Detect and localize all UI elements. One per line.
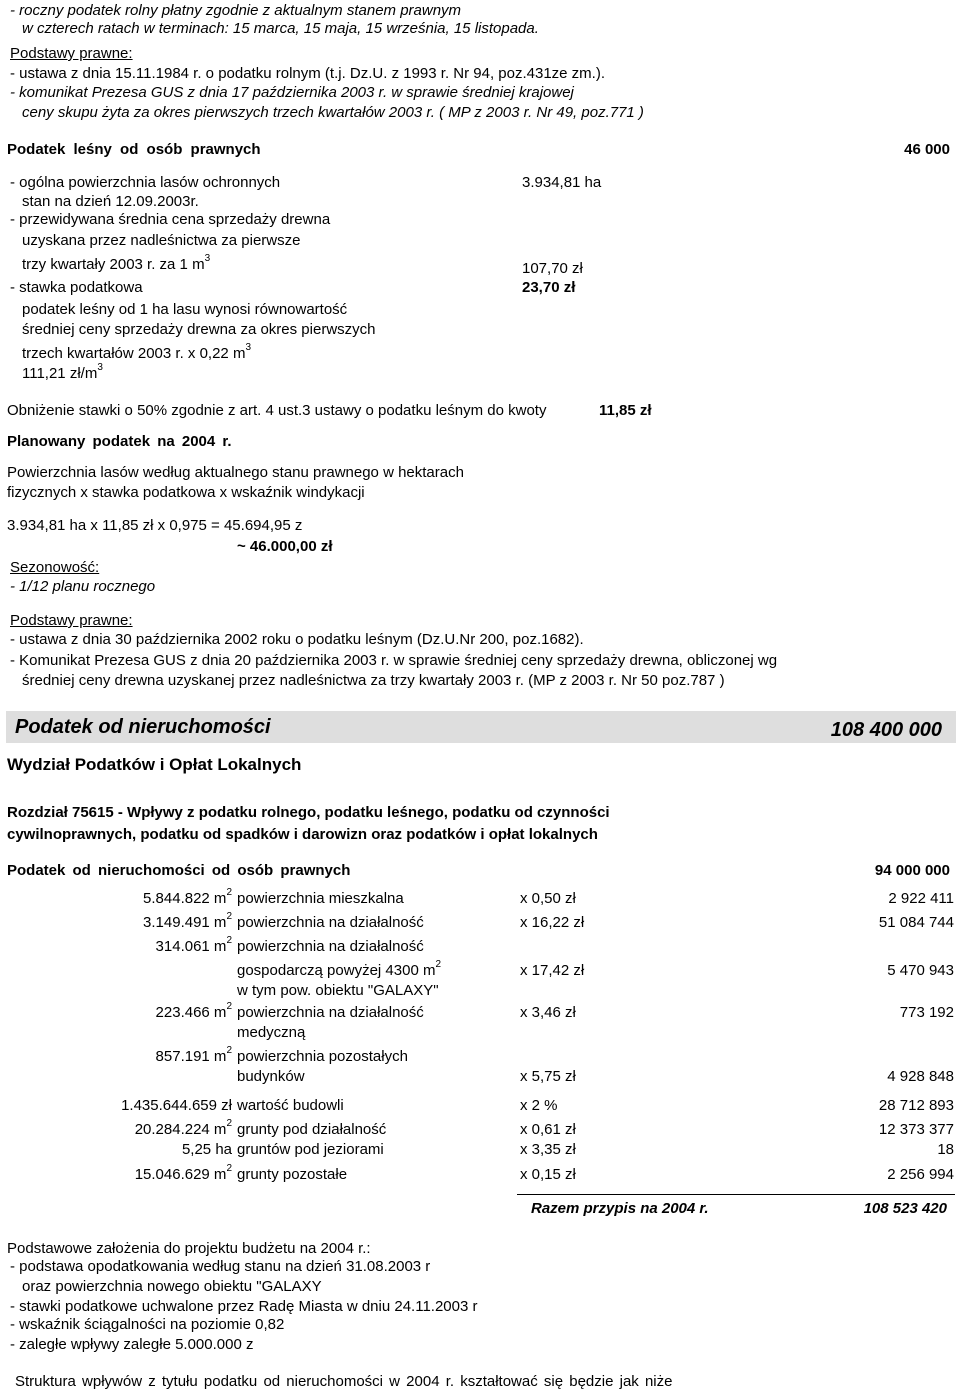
nieruch-osob-amount: 94 000 000: [874, 862, 950, 879]
lesny-podstawa-2: - Komunikat Prezesa GUS z dnia 20 października 2003 r. w sprawie średniej ceny sprzedaży drewna, obliczonej wg: [10, 652, 778, 669]
total-rule: [517, 1194, 955, 1195]
table-row-amount: 18: [937, 1141, 954, 1158]
table-row-desc: grunty pozostałe: [237, 1166, 348, 1183]
rolny-podstawa-2: - komunikat Prezesa GUS z dnia 17 października 2003 r. w sprawie średniej krajowej: [10, 84, 574, 101]
rolny-line-2: w czterech ratach w terminach: 15 marca, 15 maja, 15 września, 15 listopada.: [22, 20, 539, 37]
table-row-amount: 2 922 411: [888, 890, 954, 907]
lesny-pow-1-value: 3.934,81 ha: [522, 174, 602, 191]
lesny-amount: 46 000: [904, 141, 950, 158]
table-row-rate: x 3,46 zł: [520, 1004, 576, 1021]
nieruch-title: Podatek od nieruchomości: [15, 716, 271, 738]
nieruch-amount: 108 400 000: [830, 719, 942, 741]
table-row-amount: 5 470 943: [887, 962, 954, 979]
table-row-desc-2: gospodarczą powyżej 4300 $m^2$: [237, 959, 442, 979]
table-row-desc: powierzchnia na działalność: [237, 914, 424, 931]
table-row-desc: powierzchnia na działalność: [237, 938, 424, 955]
rolny-podstawy-heading: Podstawy prawne:: [10, 45, 133, 62]
lesny-plan: Planowany podatek na 2004 r.: [7, 433, 232, 450]
lesny-podstawa-3: średniej ceny drewna uzyskanej przez nadleśnictwa za trzy kwartały 2003 r. (MP z 2003 r. Nr 50 poz.787 ): [22, 672, 725, 689]
table-row-amount: 2 256 994: [887, 1166, 954, 1183]
table-row-amount: 51 084 744: [878, 914, 954, 931]
table-row-desc-3: w tym pow. obiektu "GALAXY": [237, 982, 439, 999]
table-row-qty: 1.435.644.659 zł: [121, 1097, 232, 1114]
table-row-desc-2: budynków: [237, 1068, 305, 1085]
table-row-desc: wartość budowli: [237, 1097, 344, 1114]
table-row-desc: grunty pod działalność: [237, 1121, 387, 1138]
lesny-cena-1: - przewidywana średnia cena sprzedaży drewna: [10, 211, 331, 228]
table-row-rate: x 2 %: [520, 1097, 558, 1114]
table-row-desc: powierzchnia mieszkalna: [237, 890, 404, 907]
lesny-calc-2: ~ 46.000,00 zł: [237, 538, 333, 555]
zalozenia-2: oraz powierzchnia nowego obiektu "GALAXY: [22, 1278, 322, 1295]
rozdzial-line-1: Rozdział 75615 - Wpływy z podatku rolnego, podatku leśnego, podatku od czynności: [7, 804, 610, 821]
struktura-line: Struktura wpływów z tytułu podatku od nieruchomości w 2004 r. kształtować się będzie jak niże: [15, 1373, 673, 1390]
rolny-line-1: - roczny podatek rolny płatny zgodnie z aktualnym stanem prawnym: [10, 2, 462, 19]
table-row-qty: 15.046.629 $m^2$: [134, 1163, 232, 1183]
lesny-obnizenie: Obniżenie stawki o 50% zgodnie z art. 4 ust.3 ustawy o podatku leśnym do kwoty: [7, 402, 547, 419]
table-row-amount: 28 712 893: [878, 1097, 954, 1114]
lesny-powierzchnia-2: fizycznych x stawka podatkowa x wskaźnik windykacji: [7, 484, 365, 501]
table-row-rate: x 0,15 zł: [520, 1166, 576, 1183]
lesny-sezonowosc-1: - 1/12 planu rocznego: [10, 578, 156, 595]
rolny-podstawa-3: ceny skupu żyta za okres pierwszych trzech kwartałów 2003 r. ( MP z 2003 r. Nr 49, poz.771 ): [22, 104, 644, 121]
table-row-desc-2: medyczną: [237, 1024, 306, 1041]
table-row-qty: 857.191 $m^2$: [155, 1045, 232, 1065]
lesny-stawka-3: średniej ceny sprzedaży drewna za okres pierwszych: [22, 321, 376, 338]
table-row-desc: powierzchnia pozostałych: [237, 1048, 408, 1065]
lesny-podstawy-heading: Podstawy prawne:: [10, 612, 133, 629]
razem-label: Razem przypis na 2004 r.: [531, 1200, 709, 1217]
table-row-qty: 3.149.491 $m^2$: [143, 911, 232, 931]
table-row-rate: x 0,50 zł: [520, 890, 576, 907]
lesny-title: Podatek leśny od osób prawnych: [7, 141, 261, 158]
zalozenia-4: - wskaźnik ściągalności na poziomie 0,82: [10, 1316, 285, 1333]
table-row-desc: gruntów pod jeziorami: [237, 1141, 384, 1158]
nieruch-osob-title: Podatek od nieruchomości od osób prawnych: [7, 862, 351, 879]
lesny-stawka-5: 111,21 $zł/m^3$: [22, 362, 103, 382]
lesny-pow-1: - ogólna powierzchnia lasów ochronnych: [10, 174, 281, 191]
table-row-amount: 4 928 848: [887, 1068, 954, 1085]
rozdzial-line-2: cywilnoprawnych, podatku od spadków i darowizn oraz podatków i opłat lokalnych: [7, 826, 598, 843]
table-row-rate: x 17,42 zł: [520, 962, 585, 979]
wydzial-heading: Wydział Podatków i Opłat Lokalnych: [7, 755, 302, 774]
lesny-stawka-value: 23,70 zł: [522, 279, 576, 296]
lesny-podstawa-1: - ustawa z dnia 30 października 2002 roku o podatku leśnym (Dz.U.Nr 200, poz.1682).: [10, 631, 584, 648]
lesny-stawka-1: - stawka podatkowa: [10, 279, 143, 296]
lesny-sezonowosc: Sezonowość:: [10, 559, 100, 576]
table-row-qty: 314.061 $m^2$: [155, 935, 232, 955]
zalozenia-3: - stawki podatkowe uchwalone przez Radę Miasta w dniu 24.11.2003 r: [10, 1298, 478, 1315]
table-row-qty: 5.844.822 $m^2$: [143, 887, 232, 907]
lesny-cena-2: uzyskana przez nadleśnictwa za pierwsze: [22, 232, 301, 249]
table-row-qty: 223.466 $m^2$: [155, 1001, 232, 1021]
lesny-powierzchnia-1: Powierzchnia lasów według aktualnego stanu prawnego w hektarach: [7, 464, 464, 481]
lesny-calc-1: 3.934,81 ha x 11,85 zł x 0,975 = 45.694,95 z: [7, 517, 303, 534]
lesny-pow-2: stan na dzień 12.09.2003r.: [22, 193, 199, 210]
table-row-desc: powierzchnia na działalność: [237, 1004, 424, 1021]
lesny-cena-value: 107,70 zł: [522, 260, 583, 277]
zalozenia-1: - podstawa opodatkowania według stanu na dzień 31.08.2003 r: [10, 1258, 431, 1275]
rolny-podstawa-1: - ustawa z dnia 15.11.1984 r. o podatku rolnym (t.j. Dz.U. z 1993 r. Nr 94, poz.431ze zm.).: [10, 65, 606, 82]
table-row-rate: x 3,35 zł: [520, 1141, 576, 1158]
zalozenia-title: Podstawowe założenia do projektu budżetu na 2004 r.:: [7, 1240, 371, 1257]
lesny-stawka-2: podatek leśny od 1 ha lasu wynosi równowartość: [22, 301, 348, 318]
table-row-rate: x 0,61 zł: [520, 1121, 576, 1138]
table-row-rate: x 16,22 zł: [520, 914, 585, 931]
table-row-qty: 5,25 ha: [181, 1141, 232, 1158]
table-row-amount: 773 192: [899, 1004, 954, 1021]
lesny-stawka-4: trzech kwartałów 2003 r. x 0,22 $m^3$: [22, 342, 251, 362]
table-row-amount: 12 373 377: [878, 1121, 954, 1138]
table-row-qty: 20.284.224 $m^2$: [134, 1118, 232, 1138]
table-row-rate: x 5,75 zł: [520, 1068, 576, 1085]
lesny-cena-3: trzy kwartały 2003 r. za 1 $m^3$: [22, 253, 211, 273]
lesny-obnizenie-value: 11,85 zł: [599, 402, 652, 419]
zalozenia-5: - zaległe wpływy zaległe 5.000.000 z: [10, 1336, 254, 1353]
razem-value: 108 523 420: [863, 1200, 947, 1217]
